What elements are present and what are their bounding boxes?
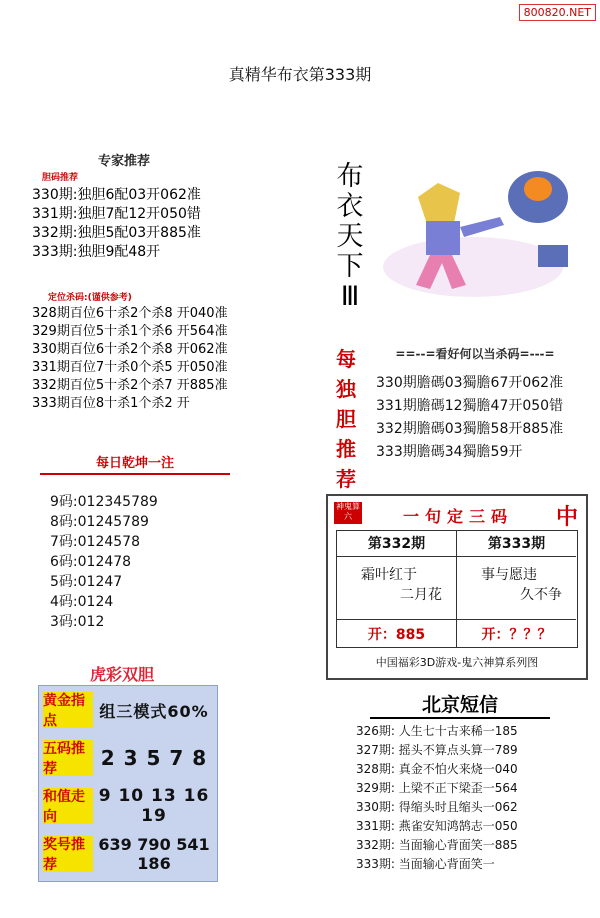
list-item: 3码:012 — [50, 614, 105, 630]
list-item: 333期: 当面输心背面笑一 — [356, 857, 495, 871]
three-code-badge: 神鬼算六 — [334, 502, 362, 524]
tiger-label: 和值走向 — [43, 788, 93, 824]
tiger-label: 奖号推荐 — [43, 836, 93, 872]
dan-list — [376, 372, 563, 464]
list-item: 331期:独胆7配12开050错 — [32, 206, 201, 222]
list-item: 6码:012478 — [50, 554, 132, 570]
list-item: 8码:01245789 — [50, 514, 149, 530]
tiger-heading: 虎彩双胆 — [90, 665, 155, 684]
list-item: 331期: 燕雀安知鸿鹄志一050 — [356, 819, 518, 833]
three-code-box — [326, 494, 588, 680]
page-title: 真精华布衣第333期 — [228, 65, 372, 84]
phrase — [337, 565, 456, 605]
list-item: 327期: 摇头不算点头算一789 — [356, 743, 518, 757]
list-item: 9码:012345789 — [50, 494, 158, 510]
list-item: 333期百位8十杀1个杀2 开 — [32, 396, 190, 411]
tiger-value: 9 10 13 16 19 — [98, 786, 210, 826]
daily-heading: 每日乾坤一注 — [40, 452, 230, 475]
list-item: 329期百位5十杀1个杀6 开564准 — [32, 324, 228, 339]
position-subheading: 定位杀码:(谨供参考) — [48, 293, 132, 303]
list-item: 331期膽碼12獨膽47开050错 — [376, 398, 564, 414]
list-item: 326期: 人生七十古来稀一185 — [356, 724, 518, 738]
list-item: 330期膽碼03獨膽67开062准 — [376, 375, 564, 391]
cartoon-illustration — [378, 157, 583, 302]
tiger-row — [43, 690, 215, 730]
banner-vertical-text: 布衣天下Ⅲ — [336, 161, 364, 312]
phrase — [457, 565, 576, 605]
list-item: 333期膽碼34獨膽59开 — [376, 444, 523, 460]
list-item: 7码:0124578 — [50, 534, 140, 550]
tiger-label: 五码推荐 — [43, 740, 93, 776]
beijing-heading: 北京短信 — [370, 690, 550, 719]
expert-subheading: 胆码推荐 — [42, 173, 79, 183]
site-badge[interactable]: 800820.NET — [519, 4, 596, 21]
expert-list — [32, 186, 201, 262]
list-item: 5码:01247 — [50, 574, 123, 590]
phrase-line: 二月花 — [400, 587, 442, 603]
tiger-value: 组三模式60% — [99, 701, 209, 721]
position-list — [32, 305, 228, 413]
phrase-line: 久不争 — [520, 587, 562, 603]
tiger-label: 黄金指点 — [43, 692, 93, 728]
list-item: 4码:0124 — [50, 594, 114, 610]
tiger-row — [43, 834, 215, 874]
list-item: 332期膽碼03獨膽58开885准 — [376, 421, 564, 437]
zhong-icon: 中 — [555, 505, 578, 530]
tiger-panel — [38, 685, 218, 882]
list-item: 330期:独胆6配03开062准 — [32, 187, 201, 203]
expert-heading: 专家推荐 — [98, 154, 151, 169]
three-code-grid — [336, 530, 578, 648]
tiger-row — [43, 738, 215, 778]
open-result: 开：885 — [337, 619, 456, 644]
tiger-row — [43, 786, 215, 826]
list-item: 330期百位6十杀2个杀8 开062准 — [32, 342, 228, 357]
list-item: 330期: 得缩头时且缩头一062 — [356, 800, 518, 814]
phrase-line: 霜叶红于 — [361, 567, 417, 583]
list-item: 333期:独胆9配48开 — [32, 244, 161, 260]
period-label: 第332期 — [337, 533, 456, 557]
list-item: 331期百位7十杀0个杀5 开050准 — [32, 360, 228, 375]
tiger-value: 2 3 5 7 8 — [100, 746, 208, 770]
list-item: 332期百位5十杀2个杀7 开885准 — [32, 378, 228, 393]
dan-heading: ==--=看好何以当杀码=---= — [395, 347, 555, 361]
list-item: 329期: 上梁不正下梁歪一564 — [356, 781, 518, 795]
open-result: 开：？？？ — [457, 619, 576, 644]
period-label: 第333期 — [457, 533, 576, 557]
list-item: 332期: 当面输心背面笑一885 — [356, 838, 518, 852]
list-item: 328期: 真金不怕火来烧一040 — [356, 762, 518, 776]
beijing-list — [356, 722, 518, 874]
list-item: 328期百位6十杀2个杀8 开040准 — [32, 306, 228, 321]
list-item: 332期:独胆5配03开885准 — [32, 225, 201, 241]
phrase-line: 事与愿违 — [481, 567, 537, 583]
three-code-cell-right — [457, 531, 576, 647]
tiger-value: 639 790 541 186 — [98, 835, 210, 873]
dan-vertical-text: 每独胆推荐 — [336, 347, 356, 491]
three-code-footer: 中国福彩3D游戏-鬼六神算系列图 — [375, 656, 539, 669]
three-code-title: 一句定三码 — [402, 507, 513, 526]
daily-code-list — [50, 492, 158, 632]
three-code-cell-left — [337, 531, 457, 647]
